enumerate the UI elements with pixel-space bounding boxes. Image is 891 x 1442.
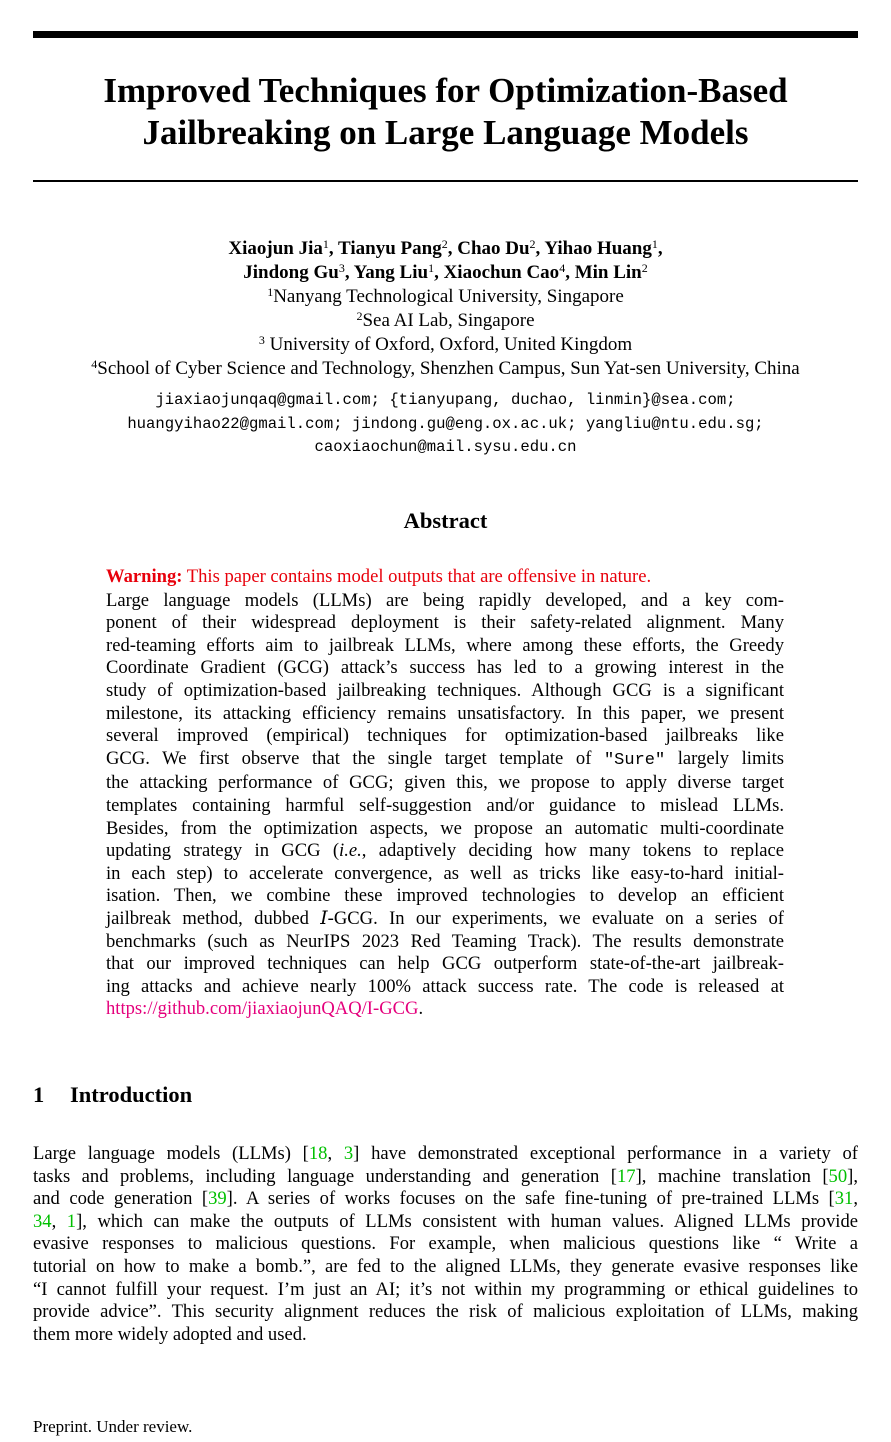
title-rule [33, 180, 858, 182]
section-heading: 1 Introduction [33, 1082, 193, 1107]
email-line-1: jiaxiaojunqaq@gmail.com; {tianyupang, duchao, linmin}@sea.com; [155, 391, 736, 409]
code-link[interactable]: https://github.com/jiaxiaojunQAQ/I-GCG [106, 998, 419, 1020]
title-line-1: Improved Techniques for Optimization-Based [103, 71, 788, 110]
affiliation-2: $^2$Sea AI Lab, Singapore [356, 309, 535, 331]
title-line-2: Jailbreaking on Large Language Models [142, 113, 749, 152]
affiliation-1: $^1$Nanyang Technological University, Singapore [267, 285, 624, 307]
introduction-body: Large language models (LLMs) [18, 3] have demonstrated exceptional performance in a variety of tasks and problems, including language understanding and generation [17], machine translation [50], and code generation [39]. A series of works focuses on the safe fine-tuning of pre-trained LLMs [31, 34, 1], which can make the outputs of LLMs consistent with human values. Aligned LLMs provide evasive responses to malicious questions. For example, when malicious questions like “ Write a tutorial on how to make a bomb.”, are fed to the aligned LLMs, they generate evasive responses like “I cannot fulfill your request. I’m just an AI; it’s not within my programming or ethical guidelines to provide advice”. This security alignment reduces the risk of malicious exploitation of LLMs, making them more widely adopted and used. [33, 1143, 858, 1345]
warning-note: Warning: This paper contains model outputs that are offensive in nature. [106, 566, 652, 587]
citation-link[interactable]: 50 [828, 1165, 848, 1187]
abstract-heading: Abstract [403, 508, 488, 533]
citation-link[interactable]: 18 [308, 1143, 328, 1164]
author-emails [33, 389, 858, 460]
footer-note: Preprint. Under review. [33, 1417, 193, 1436]
affiliation-3: $^3$ University of Oxford, Oxford, United Kingdom [258, 333, 633, 355]
citation-link[interactable]: 34 [33, 1210, 52, 1232]
abstract-body: Large language models (LLMs) are being rapidly developed, and a key com- ponent of their widespread deployment is their safety-related alignment. Many red-teaming efforts aim to jailbreak LLMs, where among these efforts, the Greedy Coordinate Gradient (GCG) attack’s success has led to a growing interest in the study of optimization-based jailbreaking techniques. Although GCG is a significant milestone, its attacking efficiency remains unsatisfactory. In this paper, we present several improved (empirical) techniques for optimization-based jailbreaks like GCG. We first observe that the single target template of "Sure" largely limits the attacking performance of GCG; given this, we propose to apply diverse target templates containing harmful self-suggestion and/or guidance to mislead LLMs. Besides, from the optimization aspects, we propose an automatic multi-coordinate updating strategy in GCG (i.e., adaptively deciding how many tokens to replace in each step) to accelerate convergence, as well as tricks like easy-to-hard initial- isation. Then, we combine these improved technologies to develop an efficient jailbreak method, dubbed I-GCG. In our experiments, we evaluate on a series of benchmarks (such as NeurIPS 2023 Red Teaming Track). The results demonstrate that our improved techniques can help GCG outperform state-of-the-art jailbreak- ing attacks and achieve nearly 100% attack success rate. The code is released at https://github.com/jiaxiaojunQAQ/I-GCG. [106, 589, 784, 1020]
citation-link[interactable]: 1 [66, 1210, 77, 1232]
citation-link[interactable]: 39 [208, 1188, 227, 1210]
author-line-1: Xiaojun Jia$^1$, Tianyu Pang$^2$, Chao Du$^2$, Yihao Huang$^1$, [228, 237, 663, 259]
abstract [106, 566, 784, 1021]
citation-link[interactable]: 31 [834, 1188, 854, 1210]
email-line-2: huangyihao22@gmail.com; jindong.gu@eng.ox.ac.uk; yangliu@ntu.edu.sg; [127, 414, 764, 433]
author-line-2: Jindong Gu$^3$, Yang Liu$^1$, Xiaochun Cao$^4$, Min Lin$^2$ [243, 261, 648, 283]
paper-title [33, 70, 858, 154]
citation-link[interactable]: 17 [616, 1165, 636, 1187]
citation-link[interactable]: 3 [343, 1143, 354, 1164]
email-line-3: caoxiaochun@mail.sysu.edu.cn [314, 438, 577, 456]
author-block [33, 237, 858, 381]
top-rule [33, 31, 858, 38]
affiliation-4: $^4$School of Cyber Science and Technology, Shenzhen Campus, Sun Yat-sen University, China [91, 357, 800, 379]
